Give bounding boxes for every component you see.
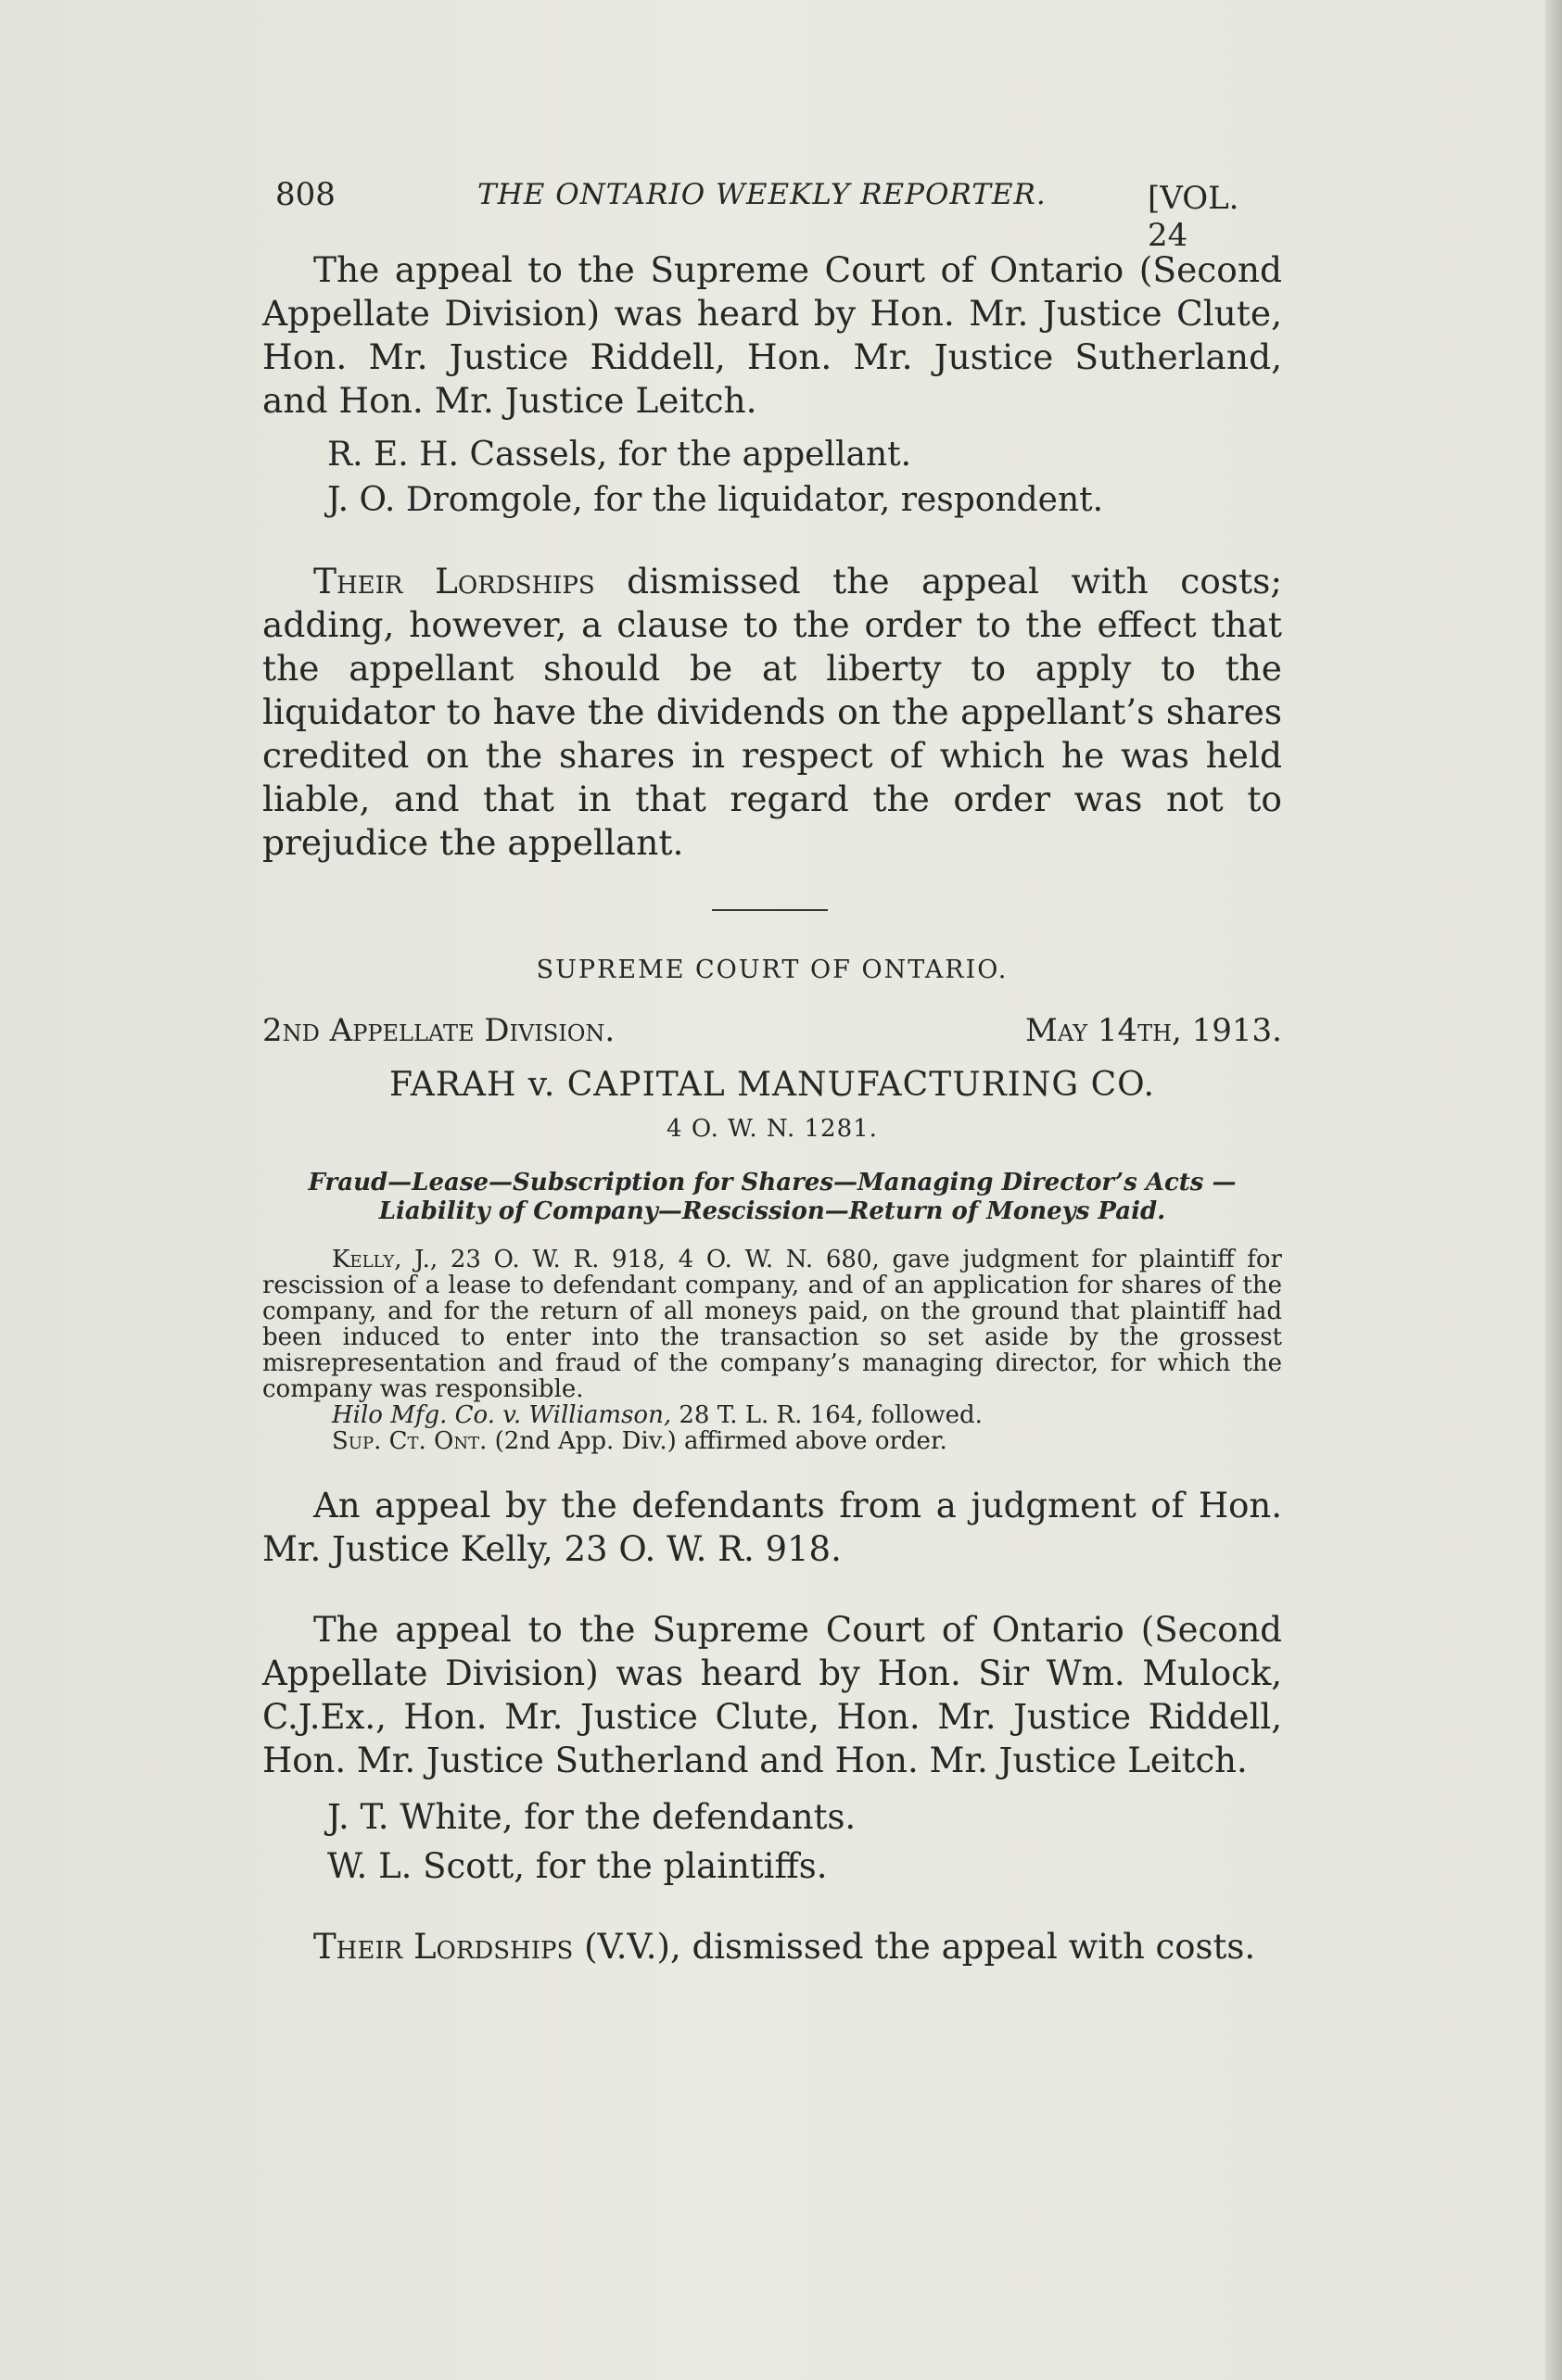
page-number: 808 bbox=[275, 176, 336, 213]
final-judgment-lead: Their Lordships bbox=[313, 1927, 574, 1967]
case-citation: 4 O. W. N. 1281. bbox=[667, 1115, 878, 1143]
text-column bbox=[262, 167, 1282, 1969]
division-row bbox=[262, 1012, 1282, 1049]
decision-date: May 14th, 1913. bbox=[1025, 1012, 1282, 1049]
headnote-lead: Kelly, J. bbox=[332, 1246, 430, 1273]
counsel-appellant: R. E. H. Cassels, for the appellant. bbox=[327, 436, 912, 474]
followed-line bbox=[262, 1402, 1282, 1428]
section-divider bbox=[712, 909, 828, 911]
headnote-topics: Fraud—Lease—Subscription for Shares—Managing Director’s Acts —Liability of Company—Rescission—Return of Moneys Paid. bbox=[308, 1169, 1237, 1225]
appeal-intro: An appeal by the defendants from a judgment of Hon. Mr. Justice Kelly, 23 O. W. R. 918. bbox=[262, 1486, 1282, 1569]
page-edge bbox=[1545, 0, 1562, 2380]
final-judgment-text: (V.V.), dismissed the appeal with costs. bbox=[573, 1927, 1256, 1967]
followed-text: 28 T. L. R. 164, followed. bbox=[671, 1401, 983, 1429]
court-name: SUPREME COURT OF ONTARIO. bbox=[536, 956, 1009, 984]
running-title: THE ONTARIO WEEKLY REPORTER. bbox=[477, 178, 1047, 211]
judgment-lead: Their Lordships bbox=[313, 561, 595, 601]
affirmed-line bbox=[262, 1428, 1282, 1454]
counsel-defendants: J. T. White, for the defendants. bbox=[327, 1797, 857, 1837]
prior-judgment-paragraph bbox=[262, 560, 1282, 865]
followed-case: Hilo Mfg. Co. v. Williamson, bbox=[332, 1401, 672, 1429]
judgment-text: dismissed the appeal with costs; adding, however, a clause to the order to the effect that the appellant should be at liberty to apply to the liquidator to have the dividends on the appellant’s shares credited on the shares in respect of which he was held liable, and that in that regard the order was not to prejudice the appellant. bbox=[262, 561, 1282, 863]
affirmed-text: (2nd App. Div.) affirmed above order. bbox=[487, 1427, 947, 1455]
page-header bbox=[262, 167, 1282, 254]
affirmed-lead: Sup. Ct. Ont. bbox=[332, 1427, 488, 1455]
appeal-paragraph: The appeal to the Supreme Court of Ontario (Second Appellate Division) was heard by Hon. Sir Wm. Mulock, C.J.Ex., Hon. Mr. Justice Clute, Hon. Mr. Justice Riddell, Hon. Mr. Justice Sutherland and Hon. Mr. Justice Leitch. bbox=[262, 1610, 1282, 1780]
final-judgment bbox=[262, 1925, 1282, 1969]
counsel-plaintiffs: W. L. Scott, for the plaintiffs. bbox=[327, 1846, 828, 1886]
division-label: 2nd Appellate Division. bbox=[262, 1012, 616, 1049]
volume-label: [VOL. 24 bbox=[1148, 180, 1239, 254]
prior-appeal-paragraph: The appeal to the Supreme Court of Ontario (Second Appellate Division) was heard by Hon. Mr. Justice Clute, Hon. Mr. Justice Riddell, Hon. Mr. Justice Sutherland, and Hon. Mr. Justice Leitch. bbox=[262, 249, 1282, 421]
headnote-paragraph bbox=[262, 1247, 1282, 1402]
headnote-text: , 23 O. W. R. 918, 4 O. W. N. 680, gave judgment for plaintiff for rescission of a lease to defendant company, and of an application for shares of the company, and for the return of all moneys paid, on the ground that plaintiff had been induced to enter into the transaction so set aside by the grossest misrepresentation and fraud of the company’s managing director, for which the company was responsible. bbox=[262, 1246, 1282, 1403]
counsel-respondent: J. O. Dromgole, for the liquidator, respondent. bbox=[327, 481, 1104, 519]
case-title: FARAH v. CAPITAL MANUFACTURING CO. bbox=[389, 1066, 1155, 1104]
